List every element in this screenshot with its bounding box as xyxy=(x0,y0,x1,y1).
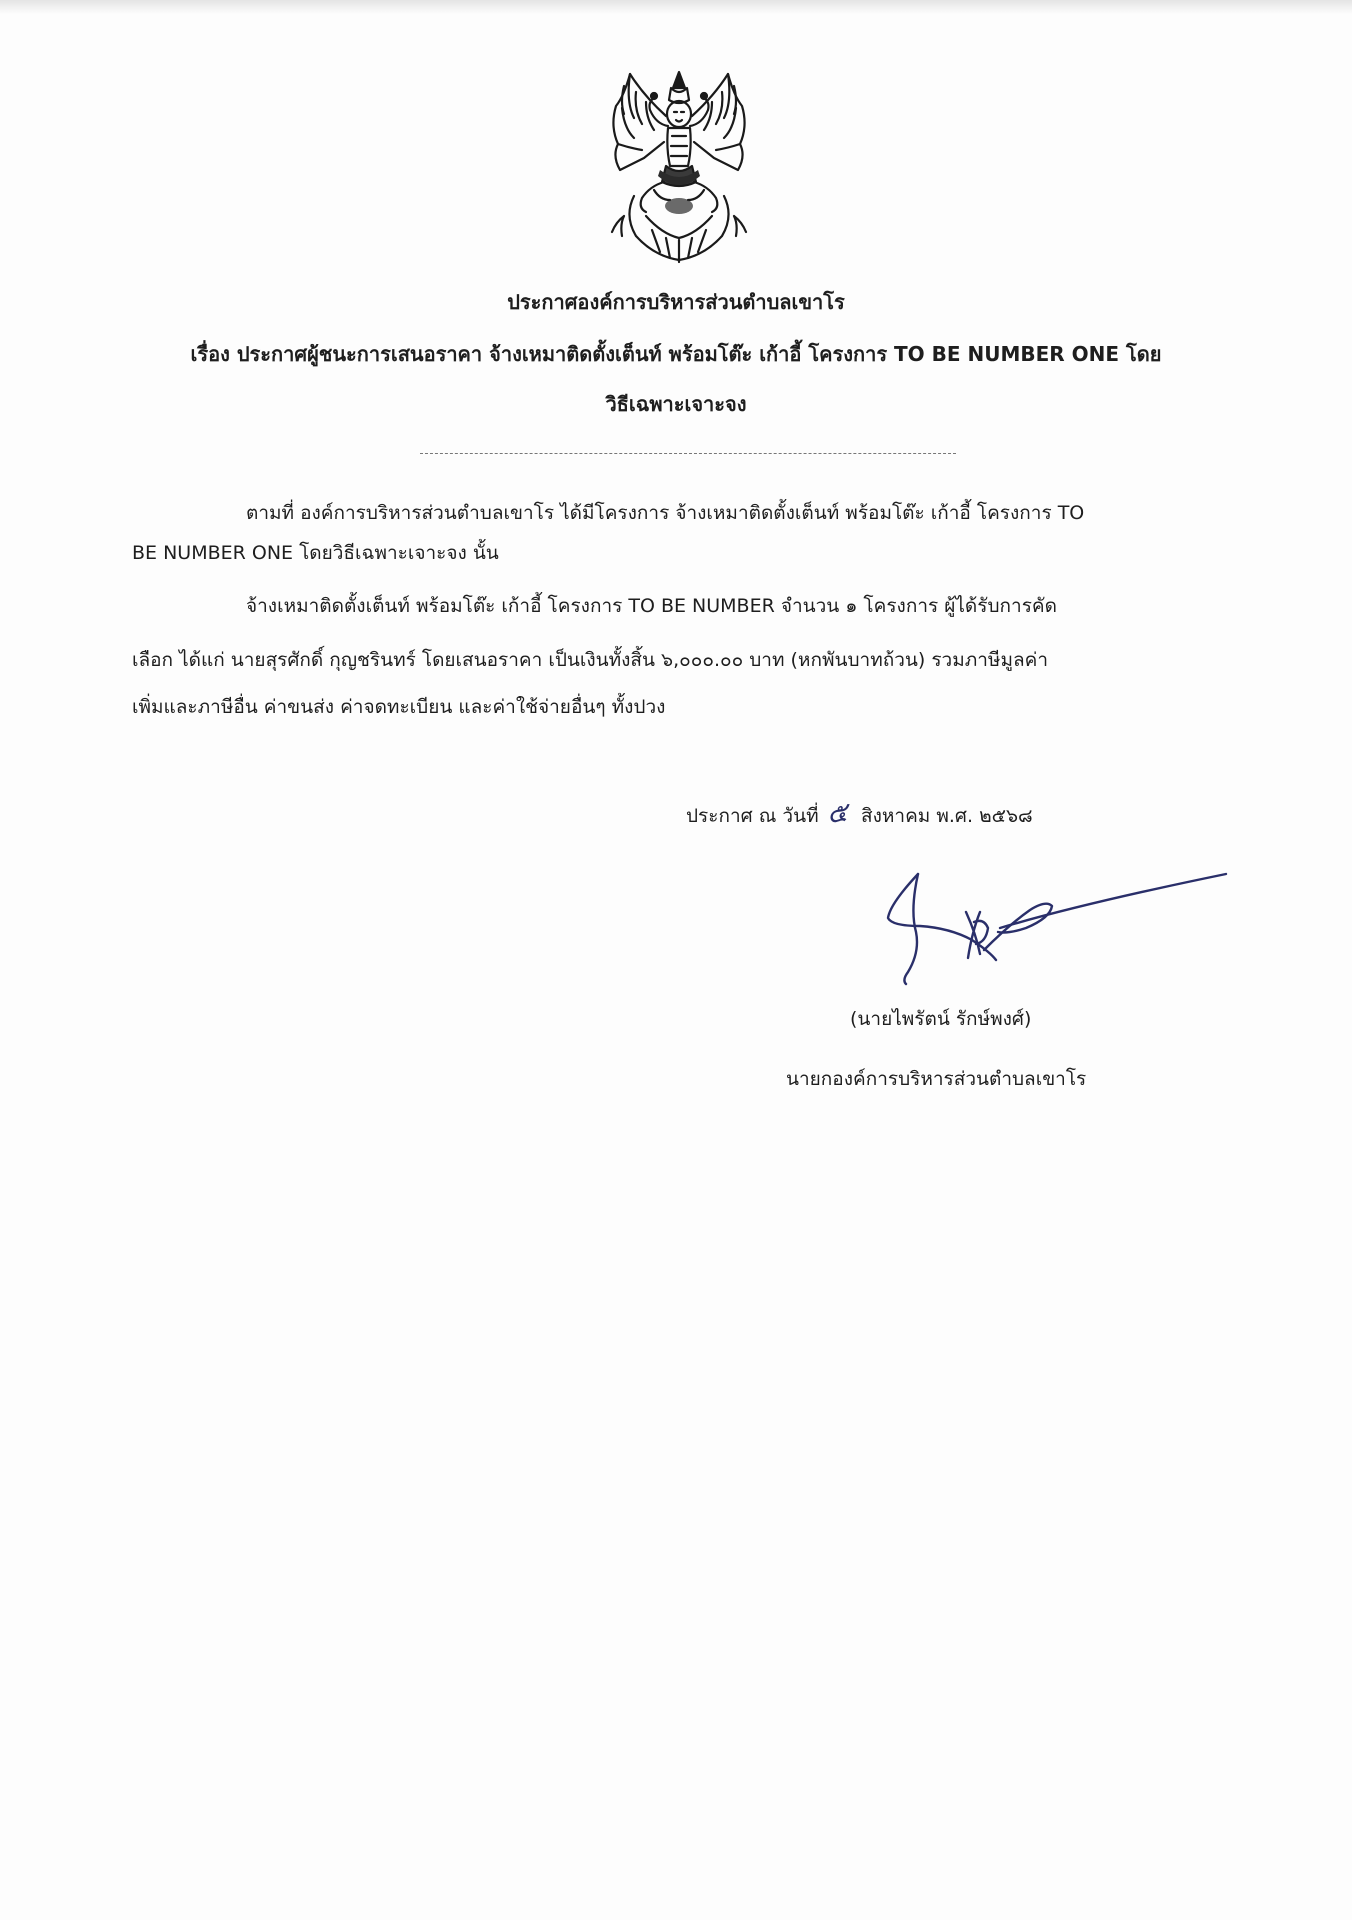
announcement-subject: เรื่อง ประกาศผู้ชนะการเสนอราคา จ้างเหมาติดตั้งเต็นท์ พร้อมโต๊ะ เก้าอี้ โครงการ TO BE NUMBER ONE โดย xyxy=(190,342,1162,366)
paragraph-1-line-2: BE NUMBER ONE โดยวิธีเฉพาะเจาะจง นั้น xyxy=(132,542,499,564)
handwritten-signature-icon xyxy=(880,862,1230,987)
signer-title: นายกองค์การบริหารส่วนตำบลเขาโร xyxy=(786,1068,1087,1090)
date-month-year: สิงหาคม พ.ศ. ๒๕๖๘ xyxy=(861,805,1033,827)
garuda-emblem-icon xyxy=(594,66,764,266)
paragraph-2-line-3: เพิ่มและภาษีอื่น ค่าขนส่ง ค่าจดทะเบียน และค่าใช้จ่ายอื่นๆ ทั้งปวง xyxy=(132,696,666,718)
paragraph-2-line-2: เลือก ได้แก่ นายสุรศักดิ์ กุญชรินทร์ โดยเสนอราคา เป็นเงินทั้งสิ้น ๖,๐๐๐.๐๐ บาท (หกพันบาทถ้วน) รวมภาษีมูลค่า xyxy=(132,649,1048,671)
announcement-subject-continued: วิธีเฉพาะเจาะจง xyxy=(605,392,747,416)
signer-name: (นายไพรัตน์ รักษ์พงศ์) xyxy=(850,1008,1032,1030)
scan-shadow xyxy=(0,0,1352,14)
paragraph-1-line-1: ตามที่ องค์การบริหารส่วนตำบลเขาโร ได้มีโครงการ จ้างเหมาติดตั้งเต็นท์ พร้อมโต๊ะ เก้าอี้ โครงการ TO xyxy=(246,502,1085,524)
announcement-heading: ประกาศองค์การบริหารส่วนตำบลเขาโร xyxy=(507,290,845,314)
announcement-date xyxy=(686,791,1033,834)
heading-divider xyxy=(420,453,956,454)
date-day-handwritten: ๕ xyxy=(825,797,849,830)
date-prefix: ประกาศ ณ วันที่ xyxy=(686,805,819,827)
paragraph-2-line-1: จ้างเหมาติดตั้งเต็นท์ พร้อมโต๊ะ เก้าอี้ โครงการ TO BE NUMBER จำนวน ๑ โครงการ ผู้ได้รับการคัด xyxy=(246,595,1057,617)
